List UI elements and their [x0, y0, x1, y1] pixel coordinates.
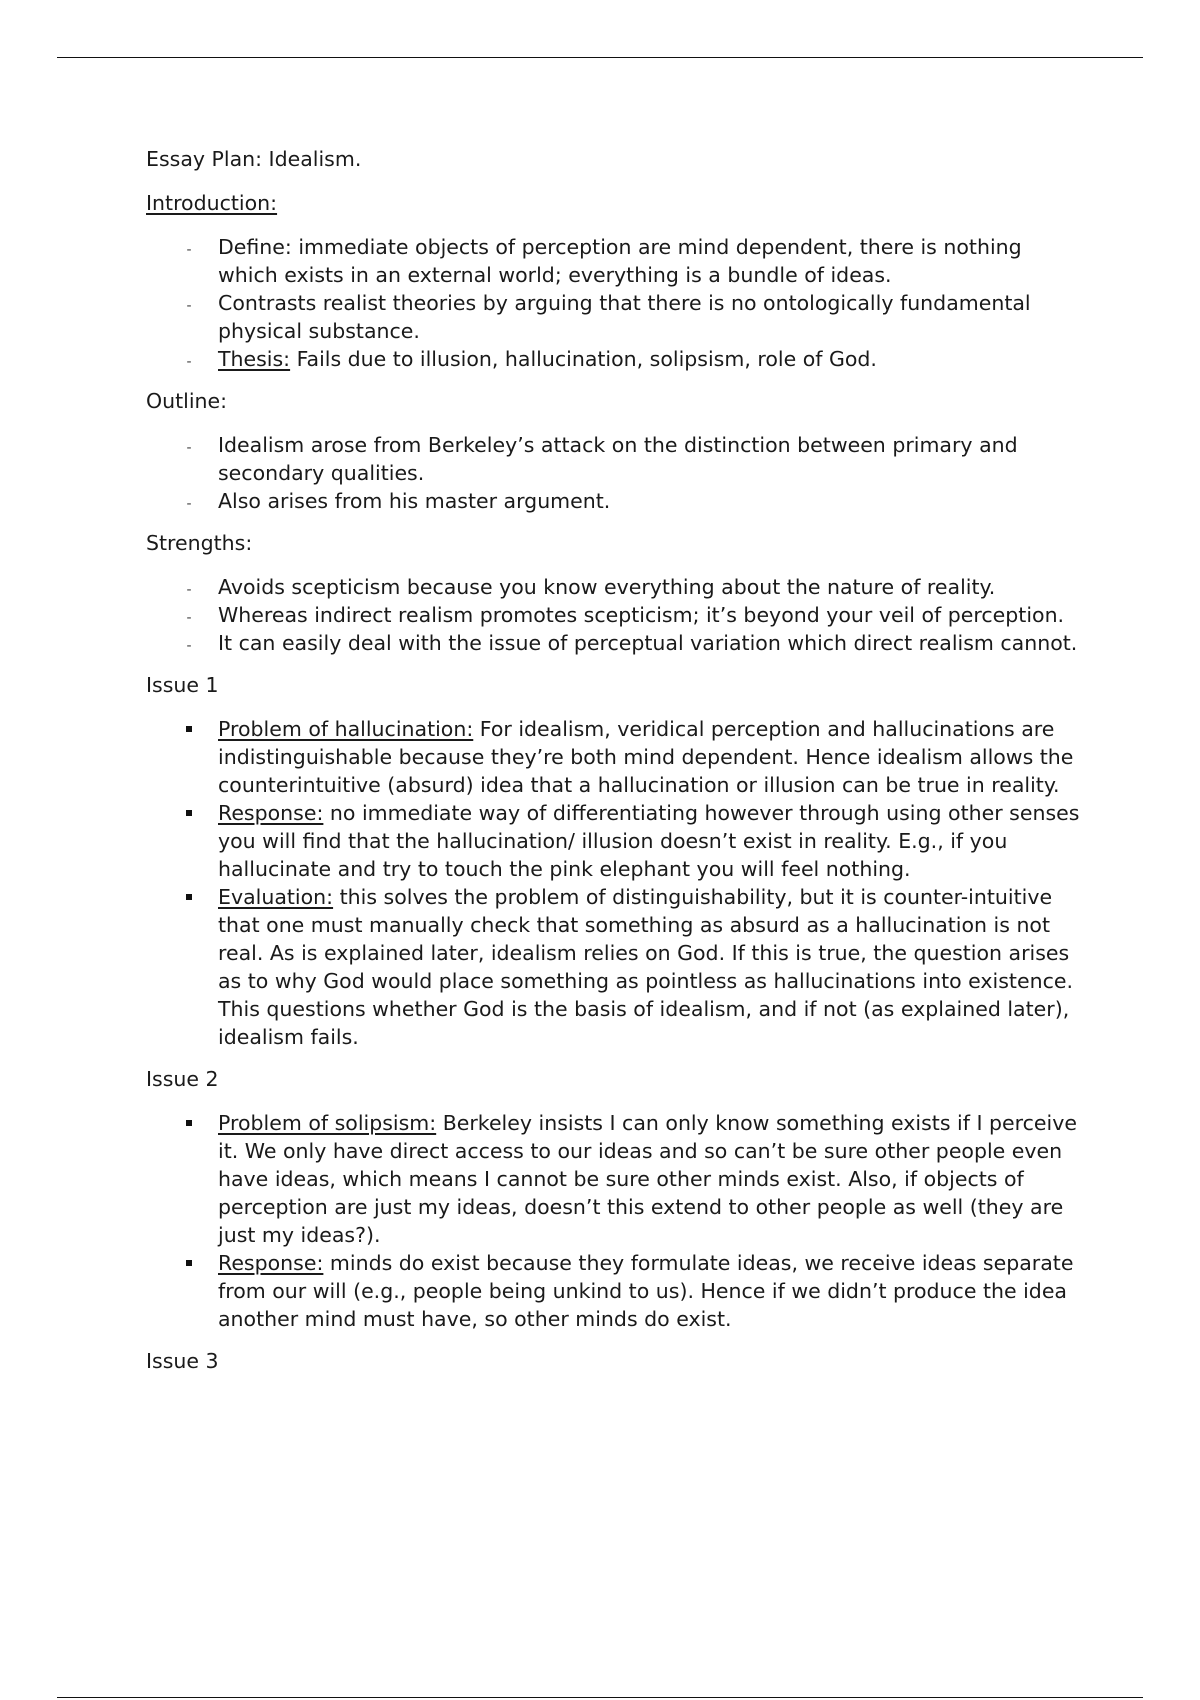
- dash-bullet-icon: [182, 629, 196, 660]
- list-item: [146, 487, 1086, 515]
- item-label: Response:: [218, 1251, 324, 1275]
- item-text: Whereas indirect realism promotes scepticism; it’s beyond your veil of perception.: [218, 603, 1065, 627]
- list-item: [146, 573, 1086, 601]
- item-text: no immediate way of differentiating however through using other senses you will find that the hallucination/ illusion doesn’t exist in reality. E.g., if you hallucinate and try to touch the pink elephant you will feel nothing.: [218, 801, 1080, 881]
- dash-bullet-icon: [182, 431, 196, 462]
- list-item: [146, 233, 1086, 289]
- item-text: Define: immediate objects of perception are mind dependent, there is nothing which exists in an external world; everything is a bundle of ideas.: [218, 235, 1022, 287]
- dash-bullet-icon: [182, 233, 196, 264]
- item-text: Avoids scepticism because you know everything about the nature of reality.: [218, 575, 996, 599]
- footer-rule: [57, 1697, 1143, 1698]
- issue2-list: [146, 1109, 1086, 1333]
- document-body: [146, 145, 1086, 1375]
- strengths-heading: Strengths:: [146, 531, 253, 555]
- item-label: Response:: [218, 801, 324, 825]
- list-item: [146, 715, 1086, 799]
- introduction-heading: Introduction:: [146, 191, 278, 215]
- list-item: [146, 345, 1086, 373]
- item-text: Berkeley insists I can only know something exists if I perceive it. We only have direct access to our ideas and so can’t be sure other people even have ideas, which means I cannot be sure other minds exist. Also, if objects of perception are just my ideas, doesn’t this extend to other people as well (they are just my ideas?).: [218, 1111, 1077, 1247]
- outline-list: [146, 431, 1086, 515]
- item-label: Problem of solipsism:: [218, 1111, 437, 1135]
- list-item: [146, 629, 1086, 657]
- item-text: this solves the problem of distinguishability, but it is counter-intuitive that one must manually check that something as absurd as a hallucination is not real. As is explained later, idealism relies on God. If this is true, the question arises as to why God would place something as pointless as hallucinations into existence. This questions whether God is the basis of idealism, and if not (as explained later), idealism fails.: [218, 885, 1073, 1049]
- issue3-heading: Issue 3: [146, 1349, 219, 1373]
- item-label: Problem of hallucination:: [218, 717, 474, 741]
- list-item: [146, 1109, 1086, 1249]
- list-item: [146, 431, 1086, 487]
- item-text: It can easily deal with the issue of perceptual variation which direct realism cannot.: [218, 631, 1078, 655]
- header-rule: [57, 57, 1143, 58]
- item-text: Fails due to illusion, hallucination, solipsism, role of God.: [290, 347, 877, 371]
- strengths-list: [146, 573, 1086, 657]
- item-text: Also arises from his master argument.: [218, 489, 611, 513]
- document-title: Essay Plan: Idealism.: [146, 147, 362, 171]
- list-item: [146, 289, 1086, 345]
- introduction-list: [146, 233, 1086, 373]
- list-item: [146, 883, 1086, 1051]
- issue2-heading: Issue 2: [146, 1067, 219, 1091]
- list-item: [146, 799, 1086, 883]
- dash-bullet-icon: [182, 345, 196, 376]
- item-label: Evaluation:: [218, 885, 334, 909]
- item-text: minds do exist because they formulate ideas, we receive ideas separate from our will (e.g., people being unkind to us). Hence if we didn’t produce the idea another mind must have, so other minds do exist.: [218, 1251, 1074, 1331]
- list-item: [146, 601, 1086, 629]
- item-text: Contrasts realist theories by arguing that there is no ontologically fundamental physical substance.: [218, 291, 1031, 343]
- item-label: Thesis:: [218, 347, 291, 371]
- outline-heading: Outline:: [146, 389, 228, 413]
- dash-bullet-icon: [182, 573, 196, 604]
- item-text: For idealism, veridical perception and hallucinations are indistinguishable because they’re both mind dependent. Hence idealism allows the counterintuitive (absurd) idea that a hallucination or illusion can be true in reality.: [218, 717, 1074, 797]
- list-item: [146, 1249, 1086, 1333]
- issue1-heading: Issue 1: [146, 673, 219, 697]
- dash-bullet-icon: [182, 289, 196, 320]
- dash-bullet-icon: [182, 487, 196, 518]
- item-text: Idealism arose from Berkeley’s attack on the distinction between primary and secondary qualities.: [218, 433, 1018, 485]
- dash-bullet-icon: [182, 601, 196, 632]
- issue1-list: [146, 715, 1086, 1051]
